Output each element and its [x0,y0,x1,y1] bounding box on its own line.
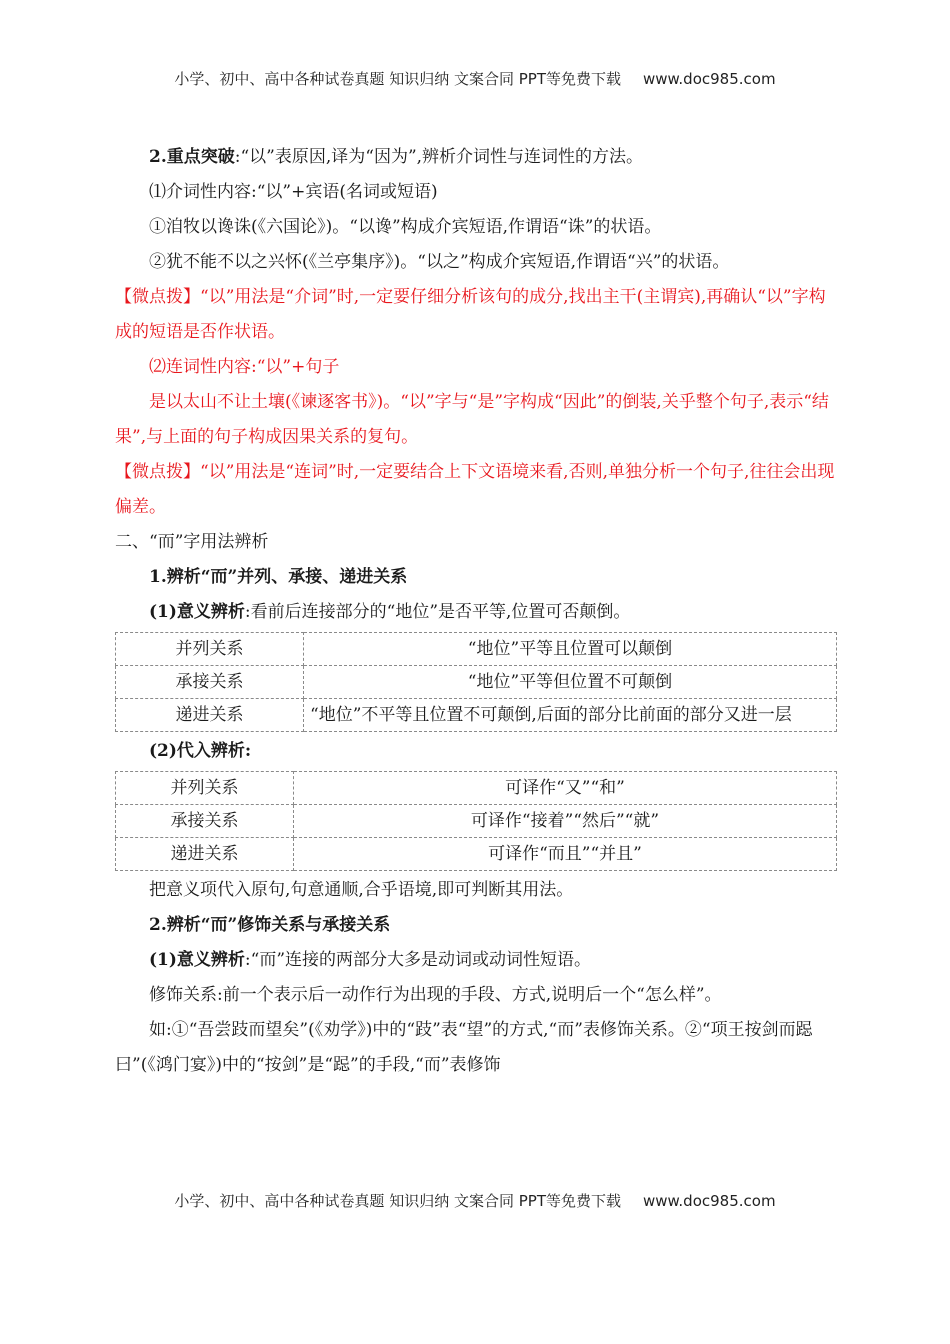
table-row [116,838,837,871]
table-cell-value: 可译作“接着”“然后”“就” [294,805,837,838]
part-heading: 二、“而”字用法辨析 [115,532,269,552]
table-cell-value: 可译作“而且”“并且” [294,838,837,871]
table-cell-value: “地位”平等但位置不可颠倒 [304,666,837,699]
header-url[interactable]: www.doc985.com [642,70,776,88]
table-row [116,699,837,732]
table-cell-key: 承接关系 [116,805,294,838]
table-cell-key: 并列关系 [116,772,294,805]
footer-text: 小学、初中、高中各种试卷真题 知识归纳 文案合同 PPT等免费下载 [174,1192,621,1210]
table-cell-value: 可译作“又”“和” [294,772,837,805]
table-cell-value: “地位”平等且位置可以颠倒 [304,633,837,666]
table-row [116,633,837,666]
prep-subheading: ⑴介词性内容:“以”+宾语(名词或短语) [149,182,438,202]
footer-url[interactable]: www.doc985.com [642,1192,776,1210]
page-footer [0,1190,950,1211]
table-cell-key: 承接关系 [116,666,304,699]
table-row [116,772,837,805]
page-header [0,68,950,89]
document-body [115,140,837,1083]
section-title-rest: :“以”表原因,译为“因为”,辨析介词性与连词性的方法。 [234,147,644,167]
substitution-note: 把意义项代入原句,句意通顺,合乎语境,即可判断其用法。 [149,880,574,900]
header-text: 小学、初中、高中各种试卷真题 知识归纳 文案合同 PPT等免费下载 [174,70,621,88]
example-3: 是以太山不让土壤(《谏逐客书》)。“以”字与“是”字构成“因此”的倒装,关乎整个句子,表示“结果”,与上面的句子构成因果关系的复句。 [115,392,829,447]
section-title-bold: 2.重点突破 [149,147,235,167]
relation-translation-table [115,771,837,871]
tip-prep: 【微点拨】“以”用法是“介词”时,一定要仔细分析该句的成分,找出主干(主谓宾),再确认“以”字构成的短语是否作状语。 [115,287,826,342]
section-title [115,140,837,175]
substitution-analysis: (2)代入辨析: [149,741,252,761]
meaning-analysis-1-label: (1)意义辨析 [149,602,245,622]
meaning-analysis-2 [115,943,837,978]
subsection-2-title: 2.辨析“而”修饰关系与承接关系 [149,915,391,935]
meaning-analysis-2-label: (1)意义辨析 [149,950,245,970]
modifier-definition: 修饰关系:前一个表示后一动作行为出现的手段、方式,说明后一个“怎么样”。 [149,985,722,1005]
conj-subheading: ⑵连词性内容:“以”+句子 [149,357,340,377]
relation-meaning-table [115,632,837,732]
tip-conj: 【微点拨】“以”用法是“连词”时,一定要结合上下文语境来看,否则,单独分析一个句子,往往会出现偏差。 [115,462,835,517]
examples-paragraph: 如:①“吾尝跂而望矣”(《劝学》)中的“跂”表“望”的方式,“而”表修饰关系。②“项王按剑而跽曰”(《鸿门宴》)中的“按剑”是“跽”的手段,“而”表修饰 [115,1020,813,1075]
meaning-analysis-2-text: :“而”连接的两部分大多是动词或动词性短语。 [244,950,592,970]
subsection-1-title: 1.辨析“而”并列、承接、递进关系 [149,567,408,587]
table-cell-key: 递进关系 [116,838,294,871]
example-2: ②犹不能不以之兴怀(《兰亭集序》)。“以之”构成介宾短语,作谓语“兴”的状语。 [149,252,730,272]
table-cell-key: 并列关系 [116,633,304,666]
meaning-analysis-1 [115,595,837,630]
table-cell-key: 递进关系 [116,699,304,732]
table-row [116,666,837,699]
table-cell-value: “地位”不平等且位置不可颠倒,后面的部分比前面的部分又进一层 [304,699,837,732]
table-row [116,805,837,838]
meaning-analysis-1-text: :看前后连接部分的“地位”是否平等,位置可否颠倒。 [244,602,631,622]
example-1: ①洎牧以谗诛(《六国论》)。“以谗”构成介宾短语,作谓语“诛”的状语。 [149,217,662,237]
